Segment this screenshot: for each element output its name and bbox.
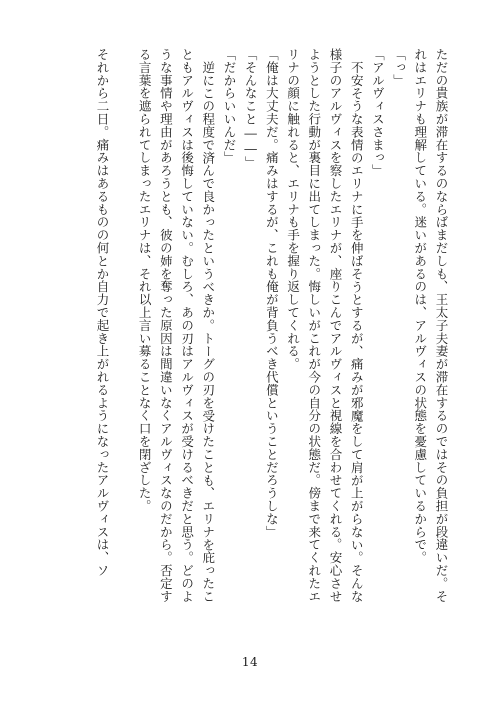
dialogue-line-3: 「俺は大丈夫だ。痛みはするが、これも俺が背負うべき代償ということだろうしな」 — [264, 48, 280, 539]
dialogue-line-2: 「アルヴィスさまっ」 — [370, 48, 386, 177]
vertical-text-column — [92, 48, 452, 608]
dialogue-line-5: 「だからいいんだ」 — [221, 48, 237, 165]
page-number: 14 — [241, 655, 259, 669]
paragraph-4: それから二日。痛みはあるものの何とか自力で起き上がれるようになったアルヴィスは、ソ — [94, 48, 110, 577]
paragraph-2: 不安そうな表情のエリナに手を伸ばそうとするが、痛みが邪魔をして肩が上がらない。そんな様子のアルヴィスを察したエリナが、座りこんでアルヴィスと視線を合わせてくれる。安心させようとした行動が裏目に出てしまった。悔しいがこれが今の自分の状態だ。傍まで来てくれたエリナの顔に触れると、エリナも手を握り返してくれる。 — [285, 48, 365, 603]
dialogue-line-1: 「っ」 — [391, 48, 407, 87]
paragraph-1: ただの貴族が滞在するのならばまだしも、王太子夫妻が滞在するのではその負担が段違いだ。それはエリナも理解している。迷いがあるのは、アルヴィスの状態を憂慮しているからで。 — [412, 48, 449, 603]
dialogue-line-4: 「そんなこと――」 — [243, 48, 259, 170]
paragraph-3: 逆にこの程度で済んで良かったというべきか。トーグの刃を受けたことも、エリナを庇ったこともアルヴィスは後悔していない。むしろ、あの刃はアルヴィスが受けるべきだと思う。どのような事情や理由があろうとも、彼の姉を奪った原因は間違いなくアルヴィスなのだから。否定する言葉を遮られてしまったエリナは、それ以上言い募ることなく口を閉ざした。 — [137, 48, 216, 603]
scene-break — [113, 48, 134, 608]
